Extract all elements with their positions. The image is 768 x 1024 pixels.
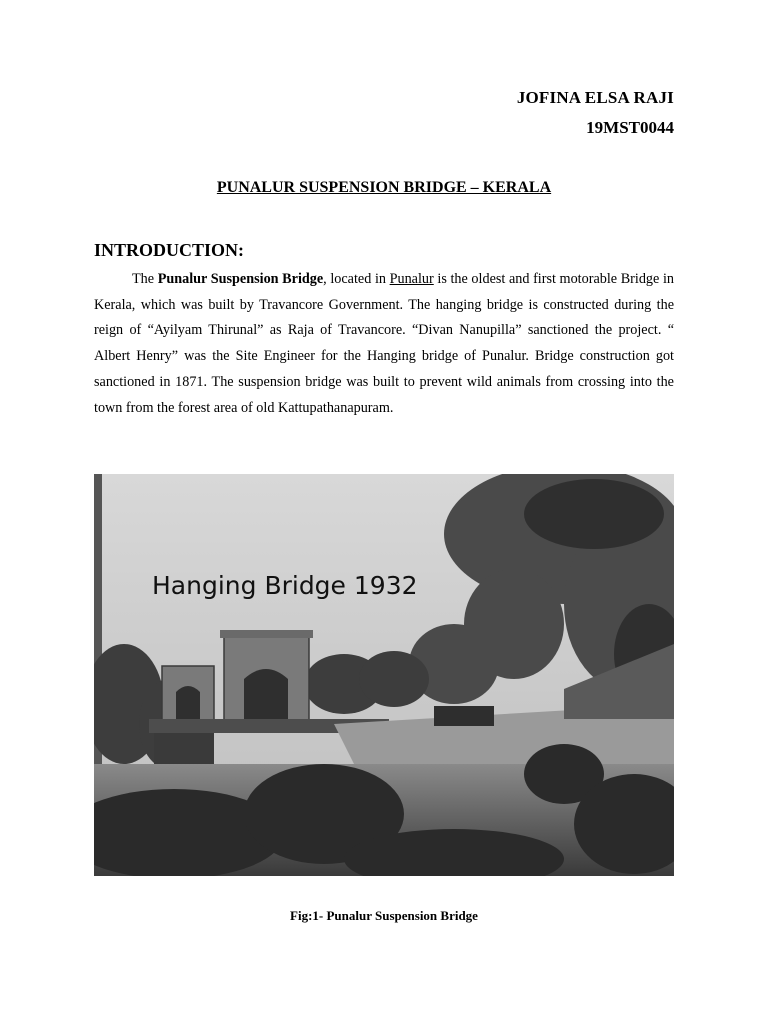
bridge-photo bbox=[94, 474, 674, 876]
document-title bbox=[0, 179, 768, 197]
intro-text-1: The bbox=[132, 271, 158, 287]
intro-text-3: is the oldest and first motorable Bridge in Kerala, which was built by Travancore Government. The hanging bridge is constructed during the reign of “Ayilyam Thirunal” as Raja of Travancore. “Divan Nanupilla” sanctioned the project. “ Albert Henry” was the Site Engineer for the Hanging bridge of Punalur. Bridge construction got sanctioned in 1871. The suspension bridge was built to prevent wild animals from crossing into the town from the forest area of old Kattupathanapuram. bbox=[94, 271, 674, 416]
roll-number: 19MST0044 bbox=[586, 118, 674, 137]
photo-overlay-text: Hanging Bridge 1932 bbox=[152, 571, 418, 600]
punalur-link[interactable]: Punalur bbox=[389, 271, 434, 287]
document-title-text: PUNALUR SUSPENSION BRIDGE – KERALA bbox=[216, 179, 552, 196]
introduction-paragraph bbox=[94, 267, 674, 421]
bridge-name: Punalur Suspension Bridge bbox=[157, 271, 324, 287]
figure-caption: Fig:1- Punalur Suspension Bridge bbox=[290, 908, 478, 923]
intro-text-2: , located in bbox=[323, 271, 390, 287]
author-name: JOFINA ELSA RAJI bbox=[516, 88, 674, 107]
bridge-photo-illustration bbox=[94, 474, 674, 876]
section-heading: INTRODUCTION: bbox=[94, 240, 245, 260]
